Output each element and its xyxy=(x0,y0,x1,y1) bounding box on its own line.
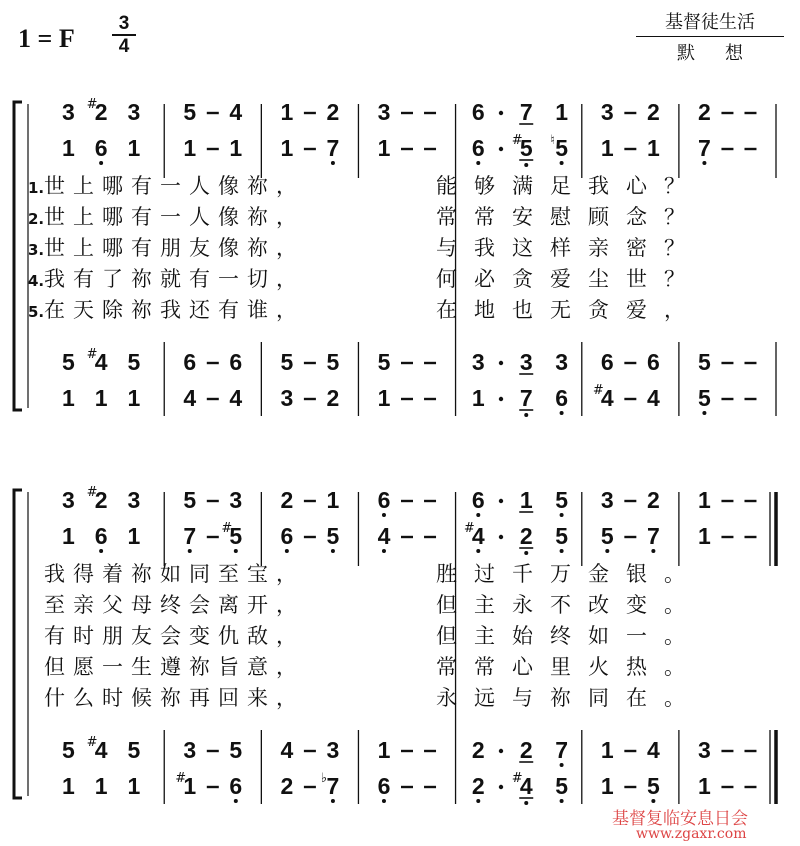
svg-text:4: 4 xyxy=(519,773,533,799)
note-s2-m3-v2-1 xyxy=(280,523,293,553)
note-s2-m3-v4-1 xyxy=(280,773,293,799)
note-s1-m5-v2-1 xyxy=(472,135,485,165)
svg-text:6: 6 xyxy=(471,135,485,161)
note-s2-m5-v3-4 xyxy=(555,737,568,767)
note-s1-m1-v4-1 xyxy=(62,385,75,411)
svg-text:5: 5 xyxy=(127,349,141,375)
svg-text:1: 1 xyxy=(127,523,141,549)
lyric-phrase-a: 什么时候祢再回来， xyxy=(44,686,305,710)
note-s2-m1-v1-1 xyxy=(62,487,75,513)
svg-text:6: 6 xyxy=(229,773,243,799)
note-s1-m1-v3-2 xyxy=(87,347,108,375)
note-s1-m3-v4-1 xyxy=(280,385,293,411)
svg-text:7: 7 xyxy=(698,135,711,161)
svg-text:1: 1 xyxy=(61,385,75,411)
svg-text:7: 7 xyxy=(519,385,533,411)
note-s1-m5-v4-3 xyxy=(519,385,533,417)
svg-text:6: 6 xyxy=(229,349,243,375)
svg-text:7: 7 xyxy=(326,135,340,161)
note-s1-m6-v2-1 xyxy=(601,135,614,161)
svg-text:#: # xyxy=(511,133,523,148)
note-s1-m1-v1-3 xyxy=(127,99,140,125)
note-s1-m2-v1-3 xyxy=(229,99,242,125)
svg-text:3: 3 xyxy=(698,737,711,763)
lyric-phrase-a: 但愿一生遵祢旨意， xyxy=(44,655,305,679)
svg-text:6: 6 xyxy=(600,349,614,375)
svg-text:1: 1 xyxy=(698,523,711,549)
svg-text:#: # xyxy=(86,735,98,750)
note-s1-m6-v2-3 xyxy=(647,135,660,161)
verse-number: 5. xyxy=(28,303,45,321)
svg-text:4: 4 xyxy=(94,349,108,375)
note-s2-m1-v1-2 xyxy=(87,485,108,513)
note-s2-m1-v2-2 xyxy=(95,523,108,553)
note-s2-m5-v3-3 xyxy=(519,737,533,763)
note-s2-m5-v1-2 xyxy=(499,499,503,503)
svg-text:3: 3 xyxy=(229,487,243,513)
svg-text:5: 5 xyxy=(229,523,243,549)
svg-text:5: 5 xyxy=(555,523,568,549)
note-s1-m4-v3-1 xyxy=(378,349,391,375)
svg-text:1: 1 xyxy=(600,773,614,799)
note-s2-m1-v4-2 xyxy=(95,773,108,799)
note-s1-m1-v3-1 xyxy=(62,349,75,375)
svg-text:1: 1 xyxy=(326,487,340,513)
note-s1-m3-v3-3 xyxy=(327,349,340,375)
note-s1-m2-v4-3 xyxy=(229,385,242,411)
note-s1-m2-v3-1 xyxy=(183,349,196,375)
svg-text:2: 2 xyxy=(471,737,485,763)
song-credit xyxy=(636,8,784,65)
note-s2-m1-v3-3 xyxy=(127,737,140,763)
svg-text:1: 1 xyxy=(229,135,243,161)
note-s2-m6-v4-3 xyxy=(647,773,660,803)
lyric-phrase-a: 在天除祢我还有谁， xyxy=(44,298,305,322)
note-s1-m1-v2-3 xyxy=(127,135,140,161)
note-s2-m5-v4-1 xyxy=(472,773,485,803)
note-s1-m6-v3-3 xyxy=(647,349,660,375)
svg-text:2: 2 xyxy=(698,99,711,125)
note-s1-m3-v2-1 xyxy=(280,135,293,161)
note-s2-m3-v3-3 xyxy=(327,737,340,763)
svg-text:5: 5 xyxy=(646,773,660,799)
svg-text:4: 4 xyxy=(600,385,614,411)
song-author: 默想 xyxy=(677,43,773,64)
svg-text:2: 2 xyxy=(326,99,340,125)
note-s2-m1-v1-3 xyxy=(127,487,140,513)
note-s1-m3-v1-3 xyxy=(327,99,340,125)
svg-text:1: 1 xyxy=(698,773,711,799)
svg-text:1: 1 xyxy=(471,385,485,411)
note-s1-m6-v4-3 xyxy=(647,385,660,411)
lyric-phrase-a: 有时朋友会变仇敌， xyxy=(44,624,305,648)
note-s1-m1-v3-3 xyxy=(127,349,140,375)
svg-text:#: # xyxy=(86,347,98,362)
note-s2-m3-v3-1 xyxy=(280,737,293,763)
svg-text:6: 6 xyxy=(471,99,485,125)
note-s1-m2-v2-1 xyxy=(183,135,196,161)
lyric-phrase-a: 世上哪有一人像祢， xyxy=(44,205,305,229)
time-denominator: 4 xyxy=(118,36,130,57)
svg-text:6: 6 xyxy=(646,349,660,375)
note-s2-m7-v1-1 xyxy=(698,487,711,513)
lyric-phrase-b: 在地也无贪爱， xyxy=(436,298,702,322)
note-s2-m6-v2-1 xyxy=(601,523,614,553)
svg-text:6: 6 xyxy=(280,523,294,549)
svg-text:3: 3 xyxy=(183,737,197,763)
note-s2-m7-v4-1 xyxy=(698,773,711,799)
svg-text:1: 1 xyxy=(377,385,391,411)
note-s1-m7-v3-1 xyxy=(698,349,711,375)
note-s1-m5-v3-2 xyxy=(499,361,503,365)
note-s2-m5-v2-2 xyxy=(499,535,503,539)
note-s2-m2-v1-1 xyxy=(183,487,196,513)
svg-text:5: 5 xyxy=(326,523,340,549)
svg-text:1: 1 xyxy=(280,99,294,125)
note-s1-m4-v4-1 xyxy=(378,385,391,411)
note-s1-m7-v2-1 xyxy=(698,135,711,165)
svg-text:4: 4 xyxy=(229,99,243,125)
svg-text:#: # xyxy=(86,485,98,500)
svg-text:4: 4 xyxy=(183,385,197,411)
svg-text:1: 1 xyxy=(61,135,75,161)
note-s2-m6-v3-1 xyxy=(601,737,614,763)
svg-text:2: 2 xyxy=(280,773,294,799)
note-s2-m6-v4-1 xyxy=(601,773,614,799)
note-s2-m6-v1-3 xyxy=(647,487,660,513)
note-s2-m6-v3-3 xyxy=(647,737,660,763)
lyric-phrase-b: 但主始终如一。 xyxy=(436,624,702,648)
note-s1-m7-v1-1 xyxy=(698,99,711,125)
note-s2-m7-v3-1 xyxy=(698,737,711,763)
svg-text:6: 6 xyxy=(94,135,108,161)
note-s1-m3-v2-3 xyxy=(327,135,340,165)
svg-text:2: 2 xyxy=(94,99,108,125)
svg-text:♮: ♮ xyxy=(550,133,555,148)
svg-text:1: 1 xyxy=(61,523,75,549)
svg-text:5: 5 xyxy=(61,737,75,763)
svg-text:3: 3 xyxy=(280,385,294,411)
svg-text:5: 5 xyxy=(229,737,243,763)
svg-text:3: 3 xyxy=(326,737,340,763)
note-s2-m2-v1-3 xyxy=(229,487,242,513)
note-s2-m5-v2-3 xyxy=(519,523,533,555)
svg-text:1: 1 xyxy=(61,773,75,799)
note-s1-m5-v1-4 xyxy=(555,99,568,125)
verse-number: 2. xyxy=(28,210,45,228)
song-title: 基督徒生活 xyxy=(665,12,755,33)
note-s2-m5-v4-3 xyxy=(512,771,533,805)
note-s1-m3-v4-3 xyxy=(327,385,340,411)
note-s2-m2-v4-3 xyxy=(229,773,242,803)
note-s1-m1-v2-2 xyxy=(95,135,108,165)
svg-text:2: 2 xyxy=(471,773,485,799)
note-s1-m4-v1-1 xyxy=(378,99,391,125)
note-s2-m1-v4-1 xyxy=(62,773,75,799)
svg-text:#: # xyxy=(221,521,233,536)
svg-text:#: # xyxy=(86,97,98,112)
time-numerator: 3 xyxy=(118,13,130,34)
verse-number: 1. xyxy=(28,179,45,197)
svg-text:4: 4 xyxy=(377,523,391,549)
svg-text:4: 4 xyxy=(471,523,485,549)
lyric-phrase-b: 能够满足我心？ xyxy=(436,174,702,198)
svg-text:6: 6 xyxy=(377,487,391,513)
note-s1-m5-v3-4 xyxy=(555,349,568,375)
svg-text:7: 7 xyxy=(646,523,660,549)
svg-text:6: 6 xyxy=(377,773,391,799)
note-s1-m5-v4-2 xyxy=(499,397,503,401)
svg-text:#: # xyxy=(463,521,475,536)
note-s2-m5-v2-1 xyxy=(464,521,485,553)
svg-text:2: 2 xyxy=(280,487,294,513)
svg-text:2: 2 xyxy=(646,99,660,125)
note-s2-m1-v2-3 xyxy=(127,523,140,549)
svg-text:#: # xyxy=(592,383,604,398)
svg-text:2: 2 xyxy=(326,385,340,411)
note-s1-m1-v1-2 xyxy=(87,97,108,125)
note-s2-m5-v4-4 xyxy=(555,773,568,803)
note-s1-m1-v1-1 xyxy=(62,99,75,125)
svg-text:5: 5 xyxy=(377,349,391,375)
note-s1-m4-v2-1 xyxy=(378,135,391,161)
svg-text:5: 5 xyxy=(555,773,568,799)
note-s1-m2-v1-1 xyxy=(183,99,196,125)
lyric-phrase-b: 但主永不改变。 xyxy=(436,593,702,617)
note-s1-m5-v2-3 xyxy=(512,133,533,167)
svg-text:5: 5 xyxy=(280,349,294,375)
svg-text:3: 3 xyxy=(61,99,75,125)
note-s1-m6-v1-1 xyxy=(601,99,614,125)
svg-text:7: 7 xyxy=(326,773,340,799)
svg-text:5: 5 xyxy=(61,349,75,375)
svg-text:1: 1 xyxy=(377,737,391,763)
note-s2-m1-v3-2 xyxy=(87,735,108,763)
svg-text:7: 7 xyxy=(183,523,197,549)
svg-text:1: 1 xyxy=(646,135,660,161)
svg-text:♭: ♭ xyxy=(320,771,328,786)
svg-text:3: 3 xyxy=(600,487,614,513)
lyric-phrase-a: 我有了祢就有一切， xyxy=(44,267,305,291)
note-s2-m4-v1-1 xyxy=(378,487,391,517)
verse-number: 3. xyxy=(28,241,45,259)
lyric-phrase-b: 与我这样亲密？ xyxy=(436,236,702,260)
note-s1-m3-v1-1 xyxy=(280,99,293,125)
lyric-phrase-a: 世上哪有朋友像祢， xyxy=(44,236,305,260)
note-s1-m5-v1-2 xyxy=(499,111,503,115)
svg-text:1: 1 xyxy=(94,385,108,411)
note-s2-m2-v3-3 xyxy=(229,737,242,763)
note-s1-m1-v2-1 xyxy=(62,135,75,161)
svg-text:3: 3 xyxy=(61,487,75,513)
svg-text:1: 1 xyxy=(519,487,533,513)
note-s1-m2-v2-3 xyxy=(229,135,242,161)
svg-text:3: 3 xyxy=(377,99,391,125)
svg-text:6: 6 xyxy=(94,523,108,549)
note-s1-m1-v4-2 xyxy=(95,385,108,411)
svg-text:2: 2 xyxy=(519,523,533,549)
svg-text:5: 5 xyxy=(183,487,197,513)
note-s2-m1-v2-1 xyxy=(62,523,75,549)
svg-text:3: 3 xyxy=(127,487,141,513)
note-s2-m4-v3-1 xyxy=(378,737,391,763)
note-s2-m6-v1-1 xyxy=(601,487,614,513)
svg-text:7: 7 xyxy=(555,737,568,763)
watermark-name: 基督复临安息日会 xyxy=(612,809,748,829)
note-s2-m1-v4-3 xyxy=(127,773,140,799)
note-s2-m4-v4-1 xyxy=(378,773,391,803)
lyric-phrase-b: 胜过千万金银。 xyxy=(436,562,702,586)
key-signature: 1 = F xyxy=(18,24,75,53)
svg-text:5: 5 xyxy=(698,349,711,375)
note-s1-m5-v3-1 xyxy=(472,349,485,375)
svg-text:2: 2 xyxy=(94,487,108,513)
note-s2-m5-v3-2 xyxy=(499,749,503,753)
svg-text:4: 4 xyxy=(646,737,660,763)
svg-text:5: 5 xyxy=(127,737,141,763)
svg-text:1: 1 xyxy=(127,773,141,799)
note-s2-m5-v1-1 xyxy=(472,487,485,517)
verse-number: 4. xyxy=(28,272,45,290)
note-s1-m7-v4-1 xyxy=(698,385,711,415)
svg-text:1: 1 xyxy=(127,385,141,411)
svg-text:3: 3 xyxy=(600,99,614,125)
svg-text:6: 6 xyxy=(471,487,485,513)
note-s2-m6-v2-3 xyxy=(647,523,660,553)
note-s1-m5-v1-3 xyxy=(519,99,533,125)
svg-text:1: 1 xyxy=(600,737,614,763)
note-s2-m2-v3-1 xyxy=(183,737,196,763)
svg-text:3: 3 xyxy=(471,349,485,375)
note-s2-m3-v1-3 xyxy=(327,487,340,513)
svg-text:1: 1 xyxy=(280,135,294,161)
svg-text:7: 7 xyxy=(519,99,533,125)
svg-text:1: 1 xyxy=(94,773,108,799)
note-s2-m3-v1-1 xyxy=(280,487,293,513)
note-s2-m5-v2-4 xyxy=(555,523,568,553)
lyric-phrase-a: 世上哪有一人像祢， xyxy=(44,174,305,198)
note-s2-m5-v4-2 xyxy=(499,785,503,789)
note-s1-m2-v3-3 xyxy=(229,349,242,375)
svg-text:1: 1 xyxy=(555,99,568,125)
svg-text:1: 1 xyxy=(377,135,391,161)
note-s2-m3-v4-3 xyxy=(321,771,339,803)
note-s2-m3-v2-3 xyxy=(327,523,340,553)
svg-text:3: 3 xyxy=(519,349,533,375)
svg-text:4: 4 xyxy=(280,737,294,763)
note-s1-m2-v4-1 xyxy=(183,385,196,411)
svg-text:3: 3 xyxy=(555,349,568,375)
note-s1-m5-v4-4 xyxy=(555,385,568,415)
svg-text:#: # xyxy=(511,771,523,786)
svg-text:4: 4 xyxy=(94,737,108,763)
svg-text:2: 2 xyxy=(646,487,660,513)
note-s2-m7-v2-1 xyxy=(698,523,711,549)
note-s2-m2-v2-3 xyxy=(221,521,242,553)
svg-text:5: 5 xyxy=(183,99,197,125)
svg-text:6: 6 xyxy=(183,349,197,375)
lyric-phrase-b: 永远与祢同在。 xyxy=(436,686,702,710)
note-s1-m1-v4-3 xyxy=(127,385,140,411)
note-s2-m2-v4-1 xyxy=(175,771,196,799)
svg-text:5: 5 xyxy=(555,135,568,161)
watermark-url: www.zgaxr.com xyxy=(636,826,747,842)
note-s1-m5-v3-3 xyxy=(519,349,533,375)
time-signature xyxy=(112,14,136,56)
svg-text:1: 1 xyxy=(127,135,141,161)
note-s1-m6-v4-1 xyxy=(593,383,614,411)
note-s2-m2-v2-1 xyxy=(183,523,196,553)
svg-text:1: 1 xyxy=(698,487,711,513)
svg-text:5: 5 xyxy=(600,523,614,549)
lyric-phrase-a: 我得着祢如同至宝， xyxy=(44,562,305,586)
svg-text:1: 1 xyxy=(183,773,197,799)
note-s2-m1-v3-1 xyxy=(62,737,75,763)
svg-text:#: # xyxy=(175,771,187,786)
note-s1-m6-v3-1 xyxy=(601,349,614,375)
note-s1-m6-v1-3 xyxy=(647,99,660,125)
note-s1-m5-v2-4 xyxy=(550,133,568,165)
svg-text:5: 5 xyxy=(519,135,533,161)
svg-text:3: 3 xyxy=(127,99,141,125)
svg-text:4: 4 xyxy=(229,385,243,411)
lyric-phrase-a: 至亲父母终会离开， xyxy=(44,593,305,617)
lyric-phrase-b: 常常安慰顾念？ xyxy=(436,205,702,229)
note-s2-m5-v1-4 xyxy=(555,487,568,517)
note-s1-m3-v3-1 xyxy=(280,349,293,375)
svg-text:1: 1 xyxy=(600,135,614,161)
svg-text:5: 5 xyxy=(555,487,568,513)
note-s1-m5-v4-1 xyxy=(472,385,485,411)
svg-text:5: 5 xyxy=(326,349,340,375)
svg-text:4: 4 xyxy=(646,385,660,411)
note-s2-m5-v3-1 xyxy=(472,737,485,763)
note-s1-m5-v1-1 xyxy=(472,99,485,125)
svg-text:5: 5 xyxy=(698,385,711,411)
svg-text:2: 2 xyxy=(519,737,533,763)
note-s2-m5-v1-3 xyxy=(519,487,533,513)
svg-text:6: 6 xyxy=(555,385,568,411)
svg-text:1: 1 xyxy=(183,135,197,161)
lyric-phrase-b: 何必贪爱尘世？ xyxy=(436,267,702,291)
note-s2-m4-v2-1 xyxy=(378,523,391,553)
note-s1-m5-v2-2 xyxy=(499,147,503,151)
lyric-phrase-b: 常常心里火热。 xyxy=(436,655,702,679)
